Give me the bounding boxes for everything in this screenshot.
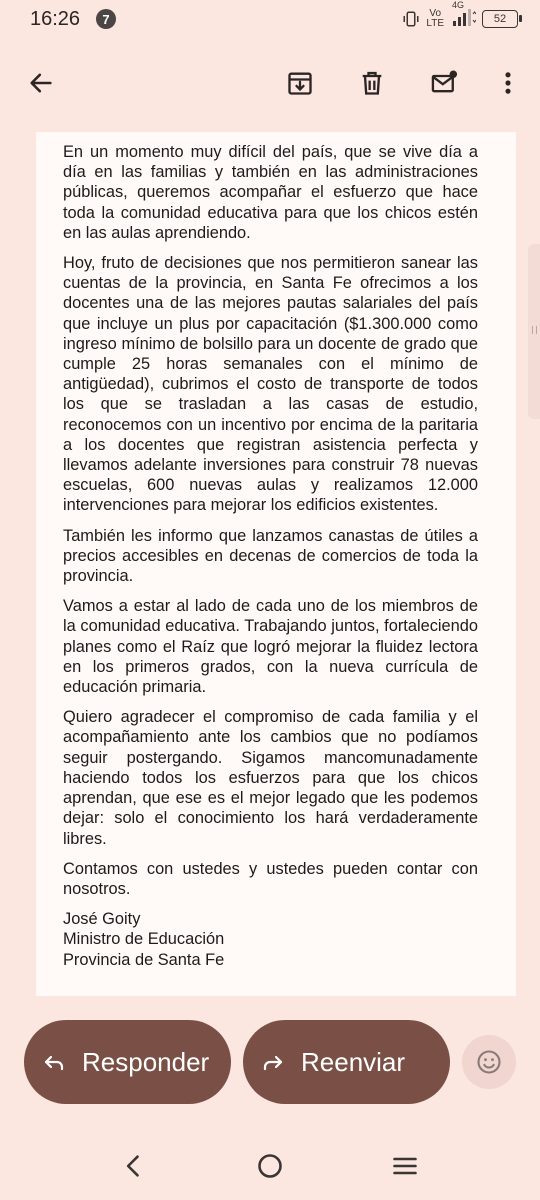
mark-unread-icon — [430, 69, 458, 97]
app-bar — [0, 50, 540, 116]
forward-button[interactable] — [243, 1020, 450, 1104]
reply-icon — [42, 1050, 66, 1074]
volte-indicator — [426, 9, 444, 29]
battery-level: 52 — [493, 13, 507, 25]
email-paragraph: Contamos con ustedes y ustedes pueden contar con nosotros. — [63, 859, 478, 898]
email-paragraph: Quiero agradecer el compromiso de cada familia y el acompañamiento ante los cambios que no podíamos seguir postergando. Sigamos mancomunadamente haciendo todos los esfuerzos para que los chicos aprendan, que ese es el mejor legado que les podemos dejar: solo el conocimiento los hará verdaderamente libres. — [63, 708, 478, 848]
battery-icon — [482, 10, 518, 28]
nav-back-button[interactable] — [114, 1146, 154, 1186]
email-signature — [63, 909, 478, 970]
archive-button[interactable] — [279, 62, 321, 104]
status-time: 16:26 — [30, 8, 81, 30]
volte-label-bottom: LTE — [426, 18, 444, 29]
nav-home-button[interactable] — [250, 1146, 290, 1186]
email-paragraph: Vamos a estar al lado de cada uno de los miembros de la comunidad educativa. Trabajando juntos, fortaleciendo planes como el Raíz que logró mejorar la fluidez lectora en los primeros grados, con la nueva currícula de educación primaria. — [63, 597, 478, 697]
signature-title: Ministro de Educación — [63, 930, 225, 949]
email-paragraph: En un momento muy difícil del país, que se vive día a día en las familias y también en las administraciones públicas, queremos acompañar el esfuerzo que hace toda la comunidad educativa para que los chicos estén en las aulas aprendiendo. — [63, 143, 478, 242]
vibrate-icon — [402, 10, 420, 28]
status-bar — [0, 0, 540, 38]
reply-button[interactable] — [24, 1020, 231, 1104]
archive-icon — [286, 69, 314, 97]
reply-button-label: Responder — [82, 1046, 210, 1077]
mark-unread-button[interactable] — [423, 62, 465, 104]
emoji-icon — [475, 1048, 503, 1076]
emoji-reaction-button[interactable] — [462, 1035, 516, 1089]
volte-label-top: Vo — [429, 8, 442, 19]
forward-icon — [261, 1050, 285, 1074]
more-options-button[interactable] — [487, 62, 529, 104]
scrollbar-grip-icon — [532, 326, 537, 334]
network-gen-label: 4G — [452, 0, 465, 10]
scrollbar[interactable] — [528, 244, 540, 419]
nav-back-icon — [120, 1152, 148, 1180]
system-nav-bar — [0, 1130, 540, 1200]
signature-org: Provincia de Santa Fe — [63, 950, 225, 969]
email-body-card — [12, 132, 528, 996]
more-vert-icon — [494, 69, 522, 97]
signature-name: José Goity — [63, 910, 141, 929]
delete-button[interactable] — [351, 62, 393, 104]
nav-home-icon — [256, 1152, 284, 1180]
status-icons — [402, 0, 518, 32]
back-arrow-icon — [27, 69, 55, 97]
delete-icon — [358, 69, 386, 97]
email-paragraph: Hoy, fruto de decisiones que nos permitieron sanear las cuentas de la provincia, en Santa Fe ofrecimos a los docentes una de las mejores pautas salariales del país que incluye un plus por capacitación ($1.300.000 como ingreso mínimo de bolsillo para un docente de grado que cumple 25 horas semanales con el mínimo de antigüedad), cubrimos el costo de transporte de todos los que se trasladan a las casas de estudio, reconocemos con un incentivo por encima de la paritaria a los docentes que registran asistencia perfecta y llevamos adelante inversiones para construir 78 nuevas escuelas, 600 nuevas aulas y realizamos 12.000 intervenciones para mejorar los edificios existentes. — [63, 254, 478, 515]
back-button[interactable] — [20, 62, 62, 104]
notification-count-badge: 7 — [96, 9, 116, 29]
signal-group — [450, 0, 476, 33]
email-paragraph: También les informo que lanzamos canastas de útiles a precios accesibles en decenas de comercios de toda la provincia. — [63, 526, 478, 586]
forward-button-label: Reenviar — [301, 1046, 406, 1077]
nav-menu-icon — [391, 1152, 419, 1180]
email-body — [63, 142, 478, 970]
nav-recents-button[interactable] — [385, 1146, 425, 1186]
